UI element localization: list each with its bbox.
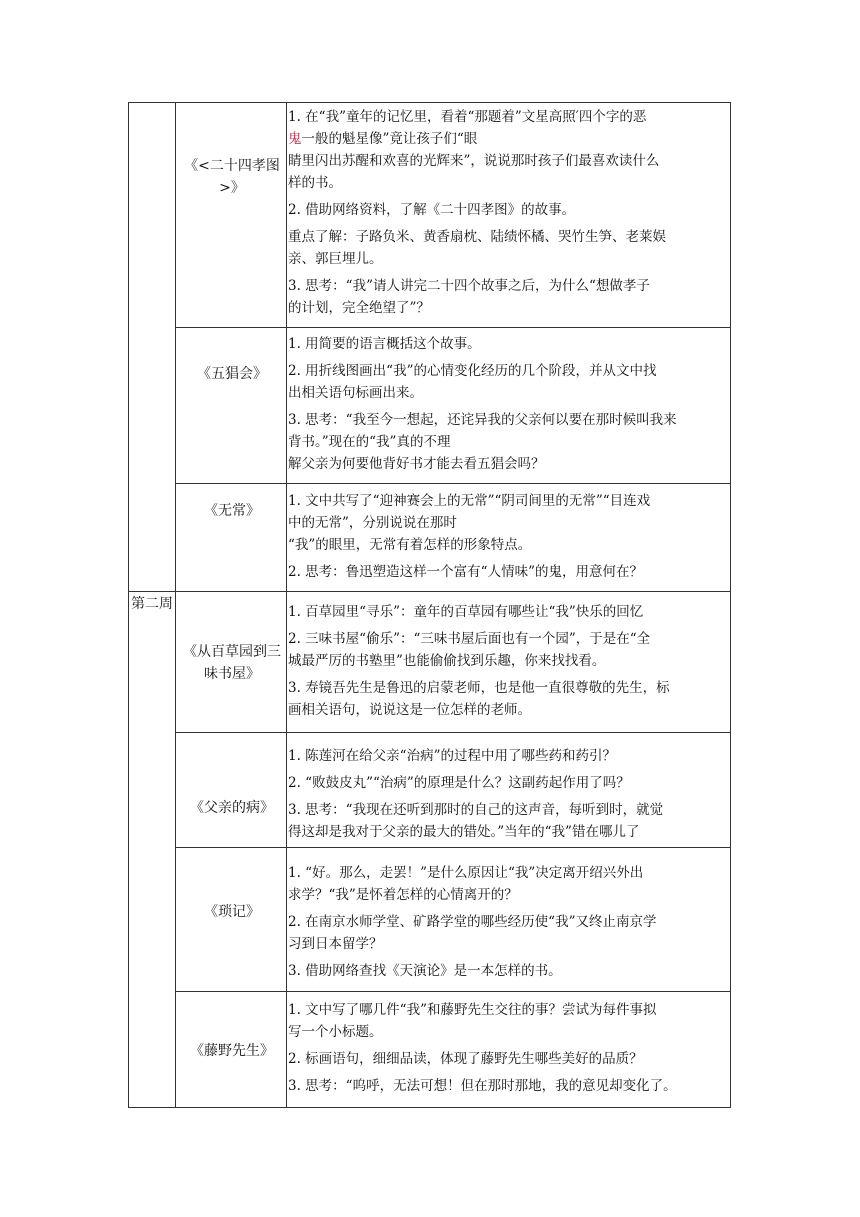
week-label: 第二周 (131, 596, 173, 612)
chapter-title-line: 《藤野先生》 (190, 1043, 274, 1059)
chapter-title (177, 901, 287, 923)
task-line: 的计划，完全绝望了”？ (288, 300, 430, 316)
task-list (288, 601, 729, 721)
task-line: 1. “好。那么，走罢！”是什么原因让“我”决定离开绍兴外出 (288, 865, 644, 881)
task-line: 2. “败鼓皮丸”“治病”的原理是什么？这副药起作用了吗？ (288, 775, 630, 791)
chapter-title (177, 500, 287, 522)
task-line: 3. 思考：“我”请人讲完二十四个故事之后，为什么“想做孝子 (288, 278, 650, 294)
chapter-title-line: 《父亲的病》 (190, 800, 274, 816)
row-divider (175, 327, 730, 328)
task-line: 3. 寿镜吾先生是鲁迅的启蒙老师，也是他一直很尊敬的先生，标 (288, 680, 670, 696)
task-line: 2. 标画语句，细细品读，体现了藤野先生哪些美好的品质？ (288, 1051, 643, 1067)
task-line: 写一个小标题。 (288, 1024, 383, 1040)
chapter-title (177, 1040, 287, 1062)
column-divider (175, 103, 176, 1107)
chapter-title (177, 363, 287, 385)
chapter-title-line: 《琐记》 (204, 904, 260, 920)
task-line (288, 128, 729, 150)
chapter-title-line: 味书屋》 (204, 666, 260, 682)
column-divider (286, 103, 287, 1107)
task-line: 3. 思考：“呜呼，无法可想！但在那时那地，我的意见却变化了。 (288, 1078, 677, 1094)
task-line: 3. 借助网络查找《天演论》是一本怎样的书。 (288, 963, 562, 979)
task-list (288, 490, 729, 583)
task-line: 2. 在南京水师学堂、矿路学堂的哪些经历使“我”又终止南京学 (288, 914, 657, 930)
task-line: 习到日本留学？ (288, 936, 383, 952)
chapter-title-line: 《无常》 (204, 503, 260, 519)
row-divider (175, 732, 730, 733)
task-line: 3. 思考：“我至今一想起，还诧异我的父亲何以要在那时候叫我来 (288, 412, 677, 428)
task-list (288, 333, 729, 475)
task-line-rest: 一般的魁星像”竟让孩子们“眼 (301, 131, 478, 147)
task-line: 1. 文中写了哪几件“我”和藤野先生交往的事？尝试为每件事拟 (288, 1002, 657, 1018)
task-list (288, 745, 729, 843)
task-line: 1. 在“我”童年的记忆里，看着“那题着”文星高照′四个字的恶 (288, 109, 647, 125)
task-list (288, 999, 729, 1097)
task-line: 背书。”现在的“我”真的不理 (288, 434, 451, 450)
highlighted-word: 鬼 (288, 131, 302, 147)
row-divider (175, 847, 730, 848)
task-line: 得这却是我对于父亲的最大的错处。”当年的“我”错在哪儿了 (288, 824, 640, 840)
task-line: 城最严厉的书塾里”也能偷偷找到乐趣，你来找找看。 (288, 653, 606, 669)
task-line: 样的书。 (288, 175, 342, 191)
chapter-title (177, 797, 287, 819)
task-line: 2. 借助网络资料，了解《二十四孝图》的故事。 (288, 202, 576, 218)
row-divider (175, 991, 730, 992)
chapter-title-line: >》 (219, 180, 245, 196)
task-line: 1. 陈莲河在给父亲“治病”的过程中用了哪些药和药引？ (288, 748, 616, 764)
task-list (288, 862, 729, 982)
week-divider (129, 591, 730, 592)
task-line: 重点了解：子路负米、黄香扇枕、陆绩怀橘、哭竹生笋、老莱娱 (288, 229, 666, 245)
task-line: “我”的眼里，无常有着怎样的形象特点。 (288, 537, 532, 553)
task-line: 3. 思考：“我现在还听到那时的自己的这声音，每听到时，就觉 (288, 802, 664, 818)
chapter-title-line: 《<二十四孝图 (184, 158, 280, 174)
row-divider (175, 483, 730, 484)
chapter-title-line: 《五猖会》 (197, 366, 267, 382)
chapter-title (177, 155, 287, 199)
task-line: 2. 三味书屋“偷乐”：“三味书屋后面也有一个园”，于是在“全 (288, 631, 651, 647)
chapter-title (177, 641, 287, 685)
task-line: 解父亲为何要他背好书才能去看五猖会吗？ (288, 456, 545, 472)
task-list (288, 106, 729, 319)
task-line: 求学？“我”是怀着怎样的心情离开的？ (288, 887, 518, 903)
task-line: 画相关语句，说说这是一位怎样的老师。 (288, 702, 531, 718)
task-line: 亲、郭巨埋儿。 (288, 251, 383, 267)
task-line: 1. 文中共写了“迎神赛会上的无常”“阴司间里的无常”“目连戏 (288, 493, 651, 509)
reading-task-table (128, 102, 731, 1108)
chapter-title-line: 《从百草园到三 (183, 644, 281, 660)
task-line: 出相关语句标画出来。 (288, 385, 423, 401)
task-line: 1. 用简要的语言概括这个故事。 (288, 336, 481, 352)
task-line: 睛里闪出苏醒和欢喜的光辉来”，说说那时孩子们最喜欢读什么 (288, 153, 660, 169)
task-line: 2. 用折线图画出“我”的心情变化经历的几个阶段，并从文中找 (288, 363, 657, 379)
task-line: 中的无常”，分别说说在那时 (288, 515, 457, 531)
task-line: 2. 思考：鲁迅塑造这样一个富有“人情味”的鬼，用意何在？ (288, 564, 643, 580)
task-line: 1. 百草园里“寻乐”：童年的百草园有哪些让“我”快乐的回忆 (288, 604, 644, 620)
